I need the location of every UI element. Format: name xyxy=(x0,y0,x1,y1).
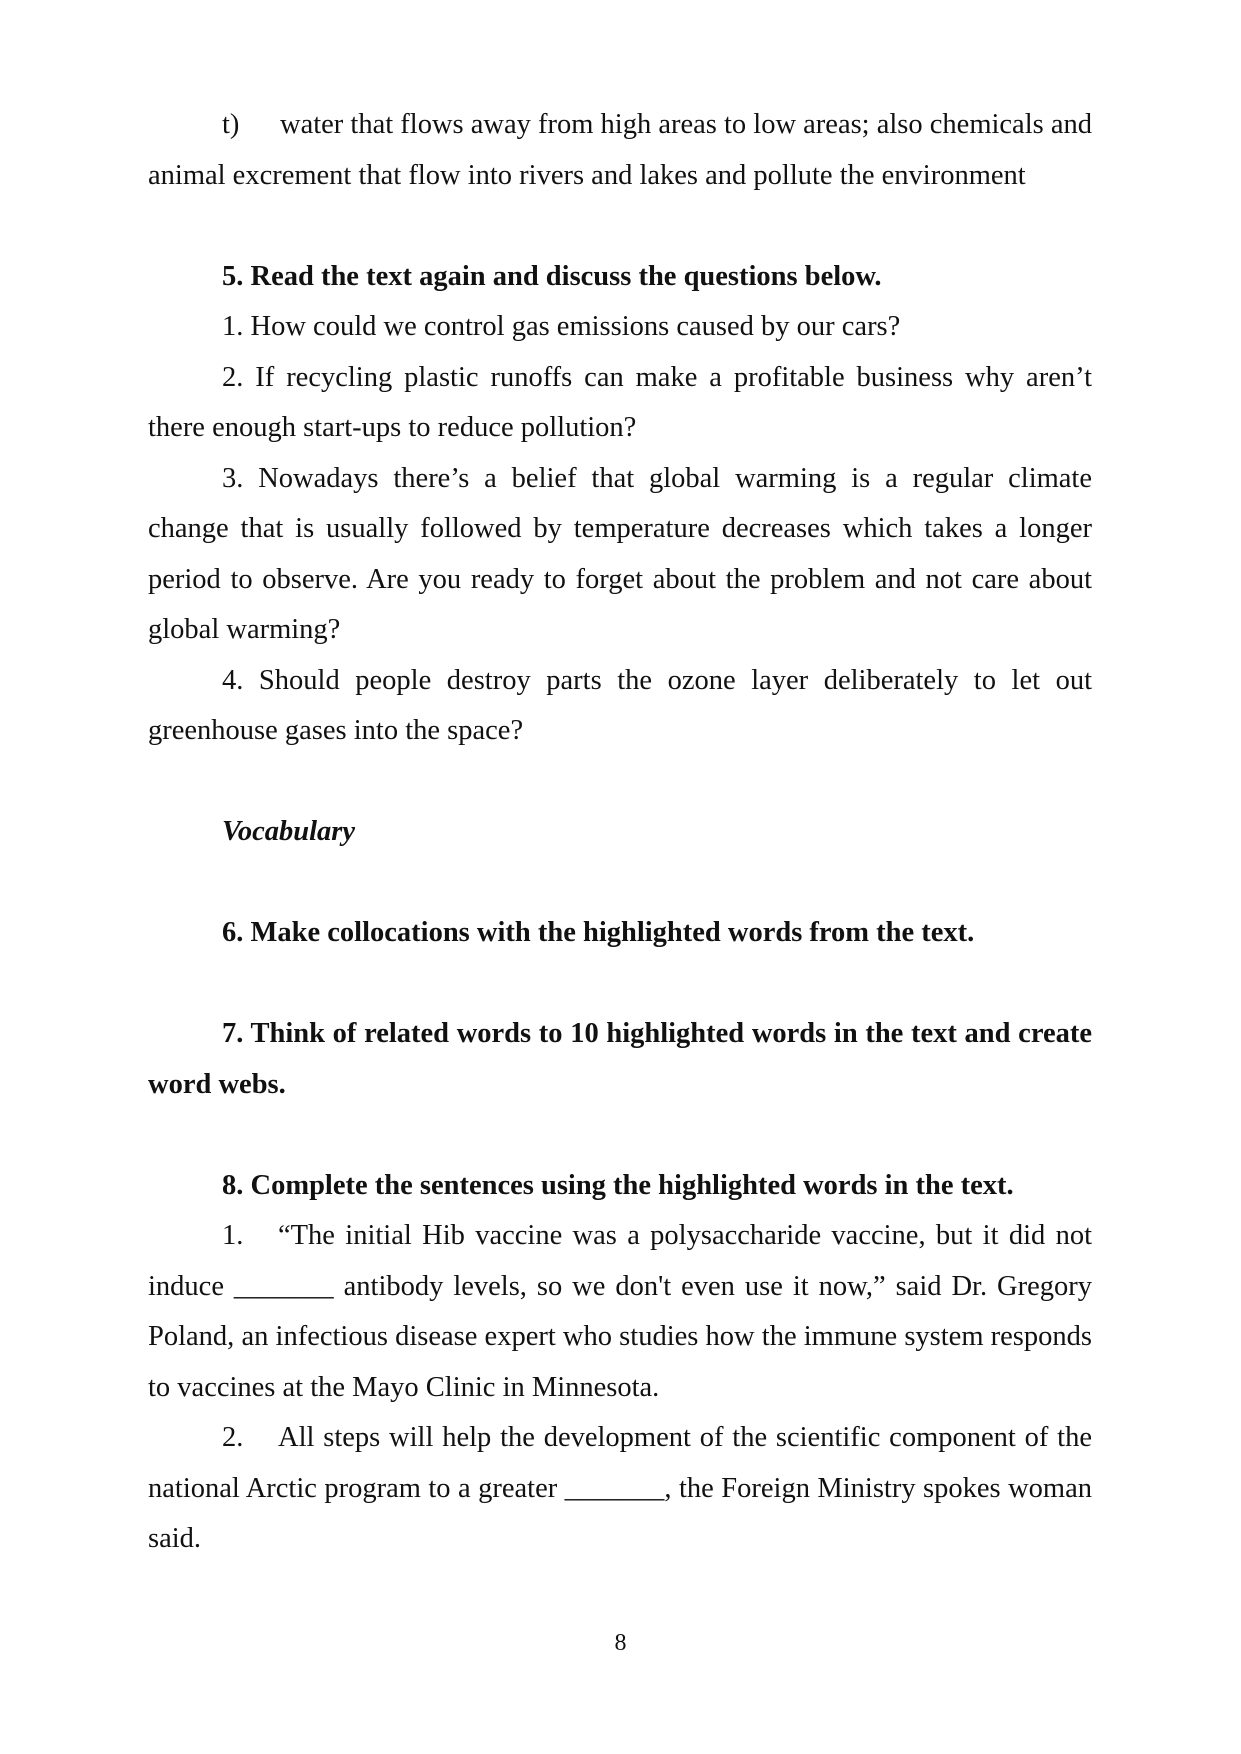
spacer xyxy=(148,757,1092,808)
sentence-text: “The initial Hib vaccine was a polysaccharide vaccine, but it did not induce _______ antibody levels, so we don't even use it now,” said Dr. Gregory Poland, an infectious disease expert who studies how the immune system responds to vaccines at the Mayo Clinic in Minnesota. xyxy=(148,1220,1092,1403)
exercise-7-heading: 7. Think of related words to 10 highlighted words in the text and create word webs. xyxy=(148,1018,1092,1100)
definition-item-t xyxy=(148,100,1092,201)
sentence-number: 1. xyxy=(222,1220,244,1251)
sentence-1 xyxy=(148,1211,1092,1413)
spacer xyxy=(148,858,1092,909)
sentence-2 xyxy=(148,1413,1092,1565)
question-4: 4. Should people destroy parts the ozone layer deliberately to let out greenhouse gases into the space? xyxy=(148,664,1092,746)
sentence-number: 2. xyxy=(222,1422,244,1453)
vocabulary-heading: Vocabulary xyxy=(222,816,356,847)
exercise-6-heading: 6. Make collocations with the highlighted words from the text. xyxy=(222,917,975,948)
spacer xyxy=(148,201,1092,252)
document-page xyxy=(148,100,1092,1565)
item-marker: t) xyxy=(222,109,240,140)
page-number: 8 xyxy=(614,1630,627,1656)
item-text: water that flows away from high areas to low areas; also chemicals and animal excrement that flow into rivers and lakes and pollute the environment xyxy=(148,109,1092,191)
spacer xyxy=(148,1110,1092,1161)
question-1: 1. How could we control gas emissions caused by our cars? xyxy=(222,311,901,342)
spacer xyxy=(148,959,1092,1010)
sentence-text: All steps will help the development of the scientific component of the national Arctic program to a greater _______, the Foreign Ministry spokes woman said. xyxy=(148,1422,1092,1554)
question-3: 3. Nowadays there’s a belief that global warming is a regular climate change that is usually followed by temperature decreases which takes a longer period to observe. Are you ready to forget about the problem and not care about global warming? xyxy=(148,462,1092,645)
question-2: 2. If recycling plastic runoffs can make a profitable business why aren’t there enough start-ups to reduce pollution? xyxy=(148,361,1092,443)
exercise-8-heading: 8. Complete the sentences using the highlighted words in the text. xyxy=(222,1169,1014,1201)
exercise-5-heading: 5. Read the text again and discuss the questions below. xyxy=(222,260,882,292)
